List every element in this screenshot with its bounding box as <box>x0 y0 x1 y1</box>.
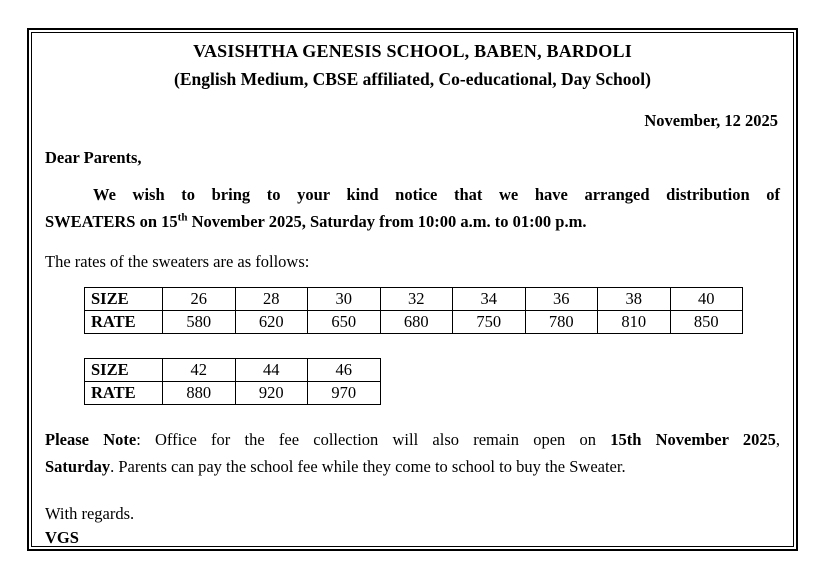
table-cell: 38 <box>598 288 671 311</box>
table-cell: 850 <box>670 311 743 334</box>
table-cell: 580 <box>163 311 236 334</box>
table-cell: 650 <box>308 311 381 334</box>
size-row-label: SIZE <box>85 288 163 311</box>
document-content <box>31 32 794 547</box>
rates-table-1 <box>84 287 743 334</box>
table-cell: 810 <box>598 311 671 334</box>
table-cell: 44 <box>235 359 308 382</box>
ordinal-superscript: th <box>177 211 188 224</box>
signature-text: VGS <box>45 528 79 547</box>
table-cell: 680 <box>380 311 453 334</box>
school-subtitle: (English Medium, CBSE affiliated, Co-educational, Day School) <box>174 69 651 89</box>
table-cell: 30 <box>308 288 381 311</box>
table-cell: 34 <box>453 288 526 311</box>
rate-row <box>85 382 381 405</box>
table-cell: 970 <box>308 382 381 405</box>
table-cell: 28 <box>235 288 308 311</box>
table-cell: 880 <box>163 382 236 405</box>
closing-text: With regards. <box>45 504 135 523</box>
note-paragraph <box>45 426 780 480</box>
document-border <box>27 28 798 551</box>
table-cell: 26 <box>163 288 236 311</box>
size-row-label: SIZE <box>85 359 163 382</box>
note-line-2: Saturday. Parents can pay the school fee while they come to school to buy the Sweater. <box>45 457 626 476</box>
intro-paragraph <box>45 181 780 235</box>
table-cell: 750 <box>453 311 526 334</box>
table-cell: 36 <box>525 288 598 311</box>
size-row <box>85 288 743 311</box>
intro-line-2: SWEATERS on 15th November 2025, Saturday from 10:00 a.m. to 01:00 p.m. <box>45 211 587 231</box>
table-cell: 920 <box>235 382 308 405</box>
rates-intro-text: The rates of the sweaters are as follows: <box>45 252 310 271</box>
table-cell: 780 <box>525 311 598 334</box>
table-cell: 620 <box>235 311 308 334</box>
rates-table-2 <box>84 358 381 405</box>
table-cell: 40 <box>670 288 743 311</box>
table-cell: 42 <box>163 359 236 382</box>
note-line-1: Please Note: Office for the fee collection will also remain open on 15th November 2025, <box>45 430 780 449</box>
table-cell: 32 <box>380 288 453 311</box>
school-name-title: VASISHTHA GENESIS SCHOOL, BABEN, BARDOLI <box>193 41 632 61</box>
rate-row-label: RATE <box>85 311 163 334</box>
rate-row-label: RATE <box>85 382 163 405</box>
notice-date: November, 12 2025 <box>644 111 778 130</box>
intro-line-1: We wish to bring to your kind notice that we have arranged distribution of <box>93 185 780 204</box>
rate-row <box>85 311 743 334</box>
size-row <box>85 359 381 382</box>
salutation: Dear Parents, <box>45 148 142 167</box>
table-cell: 46 <box>308 359 381 382</box>
